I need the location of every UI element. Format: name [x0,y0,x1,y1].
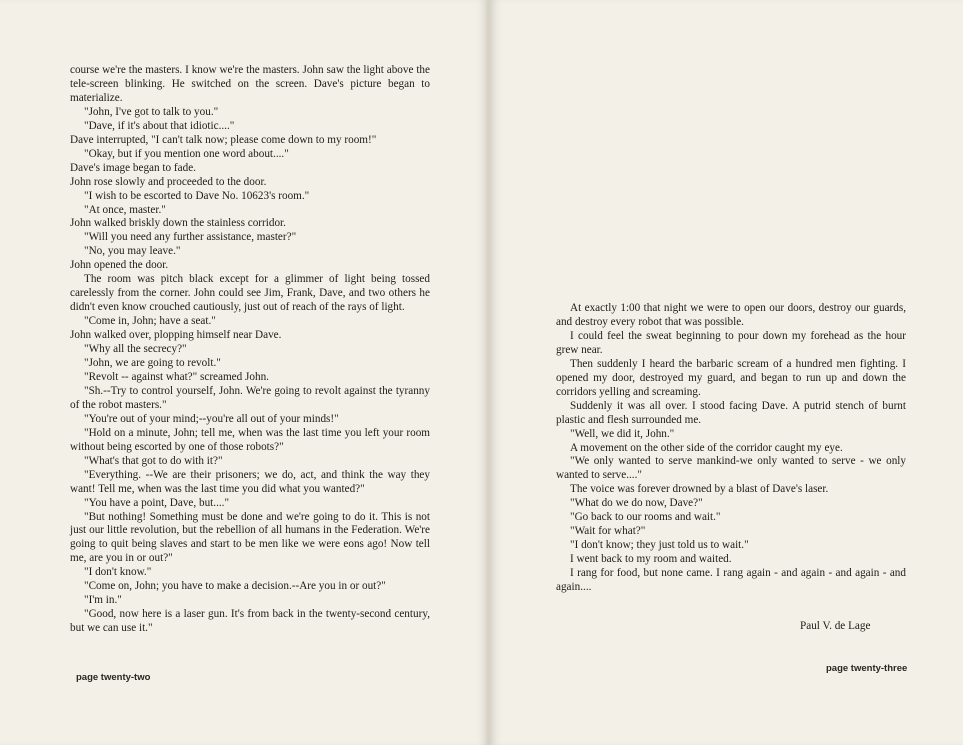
paragraph: John rose slowly and proceeded to the door. [70,175,267,188]
paragraph: "You have a point, Dave, but...." [84,496,230,509]
paragraph: "At once, master." [84,203,166,216]
paragraph: At exactly 1:00 that night we were to open our doors, destroy our guards, and destroy every robot that was possible. [556,302,906,328]
paragraph: "Good, now here is a laser gun. It's from back in the twenty-second century, but we can use it." [70,608,430,635]
paragraph: "John, I've got to talk to you." [84,105,219,118]
paragraph: Dave interrupted, "I can't talk now; please come down to my room!" [70,133,377,146]
paragraph: "Revolt -- against what?" screamed John. [84,370,269,383]
paragraph: "John, we are going to revolt." [84,357,221,370]
paragraph: "What do we do now, Dave?" [570,497,703,510]
paragraph: "Everything. --We are their prisoners; we do, act, and think the way they want! Tell me, when was the last time you did what you wanted?" [70,468,430,495]
paragraph: "I don't know." [84,566,152,579]
paragraph: "Why all the secrecy?" [84,343,187,356]
paragraph: I went back to my room and waited. [570,553,732,566]
paragraph: I could feel the sweat beginning to pour down my forehead as the hour grew near. [556,329,906,356]
author-signature: Paul V. de Lage [800,620,871,632]
right-page [490,0,963,745]
paragraph: "Come in, John; have a seat." [84,315,216,328]
left-page-body [70,64,430,636]
left-page-number: page twenty-two [76,672,151,683]
paragraph: "No, you may leave." [84,245,181,258]
paragraph: A movement on the other side of the corridor caught my eye. [570,441,843,454]
paragraph: Suddenly it was all over. I stood facing Dave. A putrid stench of burnt plastic and flesh surrounded me. [556,399,906,426]
right-page-body [556,302,906,595]
paragraph: I rang for food, but none came. I rang again - and again - and again - and again.... [556,567,906,594]
paragraph: The room was pitch black except for a glimmer of light being tossed carelessly from the corner. John could see Jim, Frank, Dave, and two others he didn't even know crouched cautiously, just out of reach of the rays of light. [70,273,430,314]
paragraph: "Okay, but if you mention one word about...." [84,147,289,160]
paragraph: "What's that got to do with it?" [84,454,223,467]
paragraph: "I'm in." [84,594,122,607]
paragraph: "I don't know; they just told us to wait." [570,539,749,552]
paragraph: "Go back to our rooms and wait." [570,511,721,524]
paragraph: "You're out of your mind;--you're all out of your minds!" [84,412,339,425]
paragraph: Then suddenly I heard the barbaric scream of a hundred men fighting. I opened my door, destroyed my guard, and began to run up and down the corridors yelling and screaming. [556,357,906,398]
paragraph: "But nothing! Something must be done and we're going to do it. This is not just our little revolution, but the rebellion of all humans in the Federation. We're going to quit being slaves and start to be men like we were eons ago! Now tell me, are you in or out?" [70,510,430,565]
paragraph: "Well, we did it, John." [570,427,675,440]
right-page-number: page twenty-three [826,663,908,674]
paragraph: John walked briskly down the stainless corridor. [70,217,286,230]
paragraph: John walked over, plopping himself near Dave. [70,329,282,342]
paragraph: "Sh.--Try to control yourself, John. We're going to revolt against the tyranny of the robot masters." [70,384,430,411]
paragraph: "Come on, John; you have to make a decision.--Are you in or out?" [84,580,386,593]
paragraph: The voice was forever drowned by a blast of Dave's laser. [570,483,829,496]
paragraph: "I wish to be escorted to Dave No. 10623's room." [84,189,310,202]
paragraph: Dave's image began to fade. [70,161,196,174]
paragraph: "Will you need any further assistance, master?" [84,231,297,244]
paragraph: "Wait for what?" [570,525,646,538]
paragraph: "We only wanted to serve mankind-we only wanted to serve - we only wanted to serve...." [556,455,906,482]
paragraph: "Hold on a minute, John; tell me, when was the last time you left your room without being escorted by one of those robots?" [70,426,430,453]
paragraph: "Dave, if it's about that idiotic...." [84,119,235,132]
paragraph: course we're the masters. I know we're the masters. John saw the light above the tele-screen blinking. He switched on the screen. Dave's picture began to materialize. [70,64,430,104]
paragraph: John opened the door. [70,259,169,272]
